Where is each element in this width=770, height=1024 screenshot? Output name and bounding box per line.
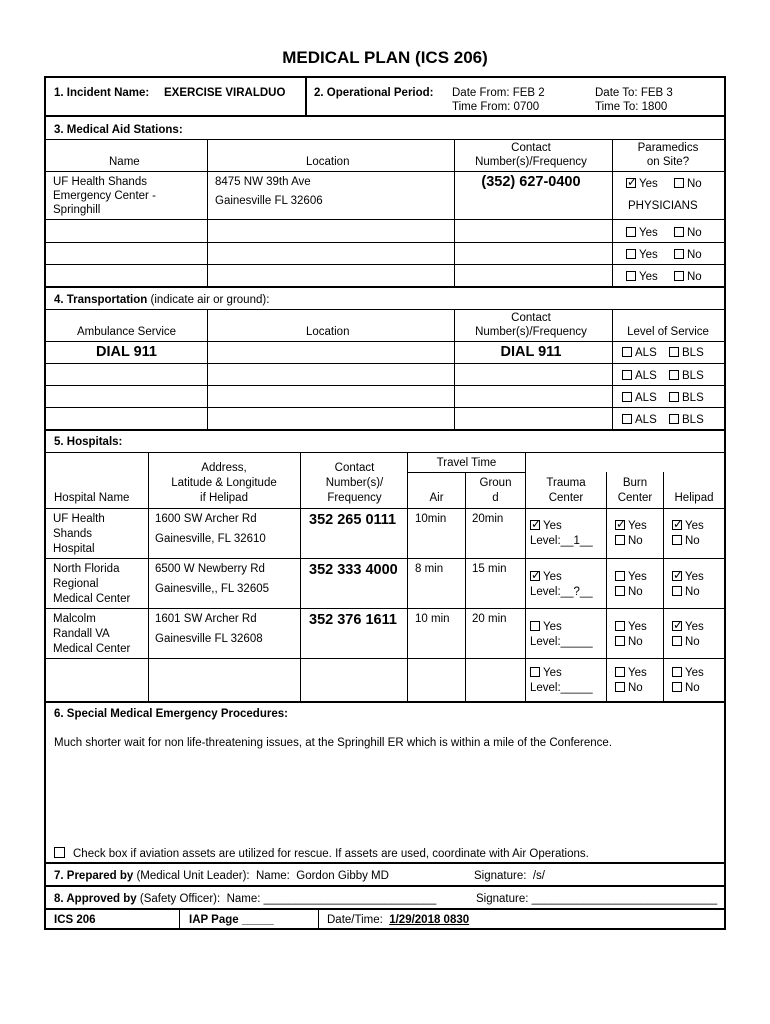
approved-signature[interactable]: Signature: _____________________________ bbox=[476, 893, 718, 905]
divider bbox=[46, 363, 724, 364]
hospital-air-time[interactable]: 10min bbox=[415, 513, 447, 525]
hosp-col-ground-2: d bbox=[492, 492, 499, 504]
form-title: MEDICAL PLAN (ICS 206) bbox=[282, 48, 488, 67]
checkbox-icon[interactable] bbox=[674, 249, 684, 259]
hospital-air-time[interactable]: 10 min bbox=[415, 613, 450, 625]
checkbox-icon[interactable] bbox=[622, 370, 632, 380]
divider bbox=[407, 452, 408, 701]
transport-label: 4. Transportation (indicate air or ground): bbox=[54, 294, 270, 306]
checkbox-icon[interactable] bbox=[54, 847, 65, 858]
bls-option[interactable]: BLS bbox=[669, 391, 704, 405]
form-number: ICS 206 bbox=[54, 914, 96, 926]
divider bbox=[46, 908, 724, 910]
divider bbox=[663, 472, 664, 701]
burn-yes[interactable]: ✓Yes bbox=[615, 519, 647, 533]
burn-yes[interactable]: Yes bbox=[615, 666, 647, 680]
hospital-name[interactable]: Hospital bbox=[53, 543, 95, 555]
hospitals-label: 5. Hospitals: bbox=[54, 436, 123, 448]
burn-no[interactable]: No bbox=[615, 635, 643, 649]
aid-paramedics-yes[interactable]: Yes bbox=[626, 226, 658, 240]
time-to[interactable]: Time To: 1800 bbox=[595, 101, 668, 113]
checkbox-icon[interactable] bbox=[530, 667, 540, 677]
divider bbox=[408, 472, 525, 473]
checkbox-checked-icon[interactable] bbox=[615, 520, 625, 530]
checkbox-icon[interactable] bbox=[615, 586, 625, 596]
date-from[interactable]: Date From: FEB 2 bbox=[452, 87, 545, 99]
form-frame bbox=[44, 76, 726, 930]
burn-no[interactable]: No bbox=[615, 585, 643, 599]
burn-yes[interactable]: Yes bbox=[615, 620, 647, 634]
aid-col-location: Location bbox=[306, 156, 350, 168]
time-from[interactable]: Time From: 0700 bbox=[452, 101, 540, 113]
trauma-level[interactable]: Level:__?__ bbox=[530, 586, 593, 598]
helipad-yes[interactable]: ✓Yes bbox=[672, 519, 704, 533]
helipad-no[interactable]: No bbox=[672, 635, 700, 649]
checkbox-icon[interactable] bbox=[626, 249, 636, 259]
hospital-ground-time[interactable]: 15 min bbox=[472, 563, 507, 575]
hosp-col-helipad: Helipad bbox=[674, 492, 714, 504]
checkbox-icon[interactable] bbox=[615, 621, 625, 631]
hosp-col-trauma: Trauma bbox=[546, 477, 586, 489]
checkbox-icon[interactable] bbox=[622, 392, 632, 402]
checkbox-icon[interactable] bbox=[669, 414, 679, 424]
checkbox-icon[interactable] bbox=[615, 667, 625, 677]
hospital-name[interactable]: Medical Center bbox=[53, 593, 131, 605]
approved-name[interactable]: Name: ___________________________ bbox=[226, 893, 437, 905]
hosp-col-travel: Travel Time bbox=[436, 457, 497, 469]
checkbox-icon[interactable] bbox=[615, 571, 625, 581]
checkbox-icon[interactable] bbox=[672, 586, 682, 596]
transport-col-location: Location bbox=[306, 326, 350, 338]
hosp-col-contact-2: Number(s)/ bbox=[325, 477, 384, 489]
helipad-no[interactable]: No bbox=[672, 534, 700, 548]
aid-paramedics-no[interactable] bbox=[674, 177, 702, 191]
burn-no[interactable]: No bbox=[615, 681, 643, 695]
hosp-col-address-3: if Helipad bbox=[200, 492, 248, 504]
checkbox-icon[interactable] bbox=[615, 636, 625, 646]
incident-name-label: 1. Incident Name: bbox=[54, 87, 150, 99]
hospital-name[interactable]: Randall VA bbox=[53, 628, 110, 640]
hospital-name[interactable]: North Florida bbox=[53, 563, 120, 575]
checkbox-icon[interactable] bbox=[530, 621, 540, 631]
divider bbox=[207, 309, 208, 429]
no-label: No bbox=[687, 178, 702, 190]
als-option[interactable]: ALS bbox=[622, 369, 657, 383]
hosp-col-air: Air bbox=[429, 492, 444, 504]
prepared-by-row: 7. Prepared by (Medical Unit Leader): Name: Gordon Gibby MD bbox=[54, 870, 389, 882]
checkbox-checked-icon[interactable] bbox=[530, 571, 540, 581]
aid-col-contact: Contact bbox=[511, 142, 551, 154]
ambulance-contact[interactable]: DIAL 911 bbox=[500, 344, 562, 360]
divider bbox=[46, 407, 724, 408]
date-to[interactable]: Date To: FEB 3 bbox=[595, 87, 673, 99]
aid-name[interactable]: UF Health Shands bbox=[53, 176, 147, 188]
procedures-label: 6. Special Medical Emergency Procedures: bbox=[54, 708, 288, 720]
hospital-air-time[interactable]: 8 min bbox=[415, 563, 444, 575]
divider bbox=[305, 78, 307, 116]
transport-col-contact-2: Number(s)/Frequency bbox=[475, 326, 587, 338]
trauma-yes[interactable]: ✓Yes bbox=[530, 570, 562, 584]
trauma-level[interactable]: Level:__1__ bbox=[530, 535, 593, 547]
divider bbox=[148, 452, 149, 701]
divider bbox=[612, 309, 613, 429]
bls-option[interactable]: BLS bbox=[669, 413, 704, 427]
hospital-address[interactable]: 1601 SW Archer Rd bbox=[155, 613, 257, 625]
hospital-name[interactable]: Malcolm bbox=[53, 613, 96, 625]
hosp-col-address: Address, bbox=[201, 462, 247, 474]
checkbox-icon[interactable] bbox=[626, 271, 636, 281]
checkbox-icon[interactable] bbox=[615, 535, 625, 545]
hospital-ground-time[interactable]: 20 min bbox=[472, 613, 507, 625]
hospital-address[interactable]: Gainesville, FL 32610 bbox=[155, 533, 266, 545]
checkbox-icon[interactable] bbox=[672, 682, 682, 692]
yes-label: Yes bbox=[639, 178, 658, 190]
checkbox-icon[interactable] bbox=[615, 682, 625, 692]
aid-col-name: Name bbox=[109, 156, 140, 168]
aid-col-paramedics-2: on Site? bbox=[646, 156, 690, 168]
helipad-yes[interactable]: ✓Yes bbox=[672, 620, 704, 634]
helipad-no[interactable]: No bbox=[672, 585, 700, 599]
aid-paramedics-no[interactable]: No bbox=[674, 248, 702, 262]
checkbox-checked-icon[interactable] bbox=[626, 178, 636, 188]
trauma-yes[interactable]: Yes bbox=[530, 666, 562, 680]
aid-name[interactable]: Emergency Center - bbox=[53, 190, 156, 202]
hospital-address[interactable]: 6500 W Newberry Rd bbox=[155, 563, 265, 575]
checkbox-icon[interactable] bbox=[672, 636, 682, 646]
bls-option[interactable]: BLS bbox=[669, 346, 704, 360]
hosp-col-address-2: Latitude & Longitude bbox=[171, 477, 277, 489]
aid-location[interactable]: 8475 NW 39th Ave bbox=[215, 176, 311, 188]
divider bbox=[46, 115, 724, 117]
aid-paramedics-yes[interactable]: Yes bbox=[626, 248, 658, 262]
trauma-yes[interactable]: ✓Yes bbox=[530, 519, 562, 533]
divider bbox=[46, 701, 724, 703]
als-option[interactable]: ALS bbox=[622, 413, 657, 427]
hospital-phone[interactable]: 352 376 1611 bbox=[309, 612, 397, 628]
checkbox-checked-icon[interactable] bbox=[672, 520, 682, 530]
checkbox-icon[interactable] bbox=[674, 271, 684, 281]
hosp-col-contact: Contact bbox=[334, 462, 375, 474]
hosp-col-contact-3: Frequency bbox=[327, 492, 382, 504]
divider bbox=[46, 264, 724, 265]
divider bbox=[46, 242, 724, 243]
transport-col-service: Ambulance Service bbox=[76, 326, 177, 338]
divider bbox=[46, 219, 724, 220]
divider bbox=[46, 139, 724, 140]
divider bbox=[46, 862, 724, 864]
divider bbox=[46, 171, 724, 172]
aid-name[interactable]: Springhill bbox=[53, 204, 101, 216]
hosp-col-name: Hospital Name bbox=[54, 492, 130, 504]
aid-paramedics-yes[interactable]: Yes bbox=[626, 270, 658, 284]
aid-stations-label: 3. Medical Aid Stations: bbox=[54, 124, 183, 136]
checkbox-icon[interactable] bbox=[626, 227, 636, 237]
checkbox-icon[interactable] bbox=[669, 347, 679, 357]
hospital-name[interactable]: UF Health bbox=[53, 513, 105, 525]
divider bbox=[179, 908, 180, 928]
divider bbox=[300, 452, 301, 701]
checkbox-icon[interactable] bbox=[669, 370, 679, 380]
burn-yes[interactable]: Yes bbox=[615, 570, 647, 584]
checkbox-checked-icon[interactable] bbox=[672, 621, 682, 631]
aid-paramedics-no[interactable]: No bbox=[674, 270, 702, 284]
aviation-text: Check box if aviation assets are utilized for rescue. If assets are used, coordinate with Air Operations. bbox=[73, 848, 589, 860]
operational-period-label: 2. Operational Period: bbox=[314, 87, 434, 99]
divider bbox=[46, 309, 724, 310]
bls-option[interactable]: BLS bbox=[669, 369, 704, 383]
hospital-ground-time[interactable]: 20min bbox=[472, 513, 504, 525]
checkbox-icon[interactable] bbox=[672, 667, 682, 677]
hospital-phone[interactable]: 352 265 0111 bbox=[309, 512, 397, 528]
hospital-address[interactable]: Gainesville FL 32608 bbox=[155, 633, 263, 645]
divider bbox=[454, 139, 455, 286]
hosp-col-burn-2: Center bbox=[617, 492, 653, 504]
hospital-name[interactable]: Regional bbox=[53, 578, 99, 590]
aid-paramedics-no[interactable]: No bbox=[674, 226, 702, 240]
helipad-yes[interactable]: Yes bbox=[672, 666, 704, 680]
transport-col-contact: Contact bbox=[511, 312, 551, 324]
hosp-col-ground: Groun bbox=[479, 477, 512, 489]
trauma-yes[interactable]: Yes bbox=[530, 620, 562, 634]
incident-name-value[interactable]: EXERCISE VIRALDUO bbox=[164, 87, 286, 99]
approved-by-row: 8. Approved by (Safety Officer): Name: ___________________________ bbox=[54, 893, 437, 905]
checkbox-icon[interactable] bbox=[622, 414, 632, 424]
transport-col-level: Level of Service bbox=[627, 326, 709, 338]
divider bbox=[46, 429, 724, 431]
checkbox-icon[interactable] bbox=[674, 178, 684, 188]
hospital-name[interactable]: Medical Center bbox=[53, 643, 131, 655]
divider bbox=[46, 885, 724, 887]
trauma-level[interactable]: Level:_____ bbox=[530, 636, 593, 648]
prepared-signature[interactable]: Signature: /s/ bbox=[474, 870, 545, 882]
aid-contact[interactable]: (352) 627-0400 bbox=[481, 174, 581, 190]
checkbox-icon[interactable] bbox=[669, 392, 679, 402]
hosp-col-burn: Burn bbox=[622, 477, 648, 489]
divider bbox=[207, 139, 208, 286]
divider bbox=[46, 286, 724, 288]
als-option[interactable]: ALS bbox=[622, 391, 657, 405]
checkbox-checked-icon[interactable] bbox=[530, 520, 540, 530]
trauma-level[interactable]: Level:_____ bbox=[530, 682, 593, 694]
aid-paramedics-yes[interactable] bbox=[626, 177, 658, 191]
hospital-address[interactable]: Gainesville,, FL 32605 bbox=[155, 583, 270, 595]
als-option[interactable]: ALS bbox=[622, 346, 657, 360]
checkbox-icon[interactable] bbox=[622, 347, 632, 357]
divider bbox=[318, 908, 319, 928]
prepared-name[interactable]: Gordon Gibby MD bbox=[296, 870, 389, 882]
checkbox-icon[interactable] bbox=[672, 535, 682, 545]
hosp-col-trauma-2: Center bbox=[548, 492, 584, 504]
helipad-no[interactable]: No bbox=[672, 681, 700, 695]
hospital-name[interactable]: Shands bbox=[53, 528, 93, 540]
aid-col-contact-2: Number(s)/Frequency bbox=[475, 156, 587, 168]
datetime-row: Date/Time: 1/29/2018 0830 bbox=[327, 914, 470, 926]
helipad-yes[interactable]: ✓Yes bbox=[672, 570, 704, 584]
aviation-checkbox-row[interactable] bbox=[54, 847, 589, 861]
aid-paramedics-note[interactable]: PHYSICIANS bbox=[628, 200, 698, 212]
iap-page[interactable]: IAP Page _____ bbox=[189, 914, 274, 926]
divider bbox=[525, 452, 526, 701]
divider bbox=[454, 309, 455, 429]
aid-col-paramedics: Paramedics bbox=[637, 142, 699, 154]
datetime-value[interactable]: 1/29/2018 0830 bbox=[389, 914, 470, 926]
ambulance-service[interactable]: DIAL 911 bbox=[96, 344, 157, 360]
procedures-text[interactable]: Much shorter wait for non life-threatening issues, at the Springhill ER which is within a mile of the Conference. bbox=[54, 737, 613, 749]
hospital-address[interactable]: 1600 SW Archer Rd bbox=[155, 513, 257, 525]
divider bbox=[465, 472, 466, 701]
aid-location[interactable]: Gainesville FL 32606 bbox=[215, 195, 323, 207]
hospital-phone[interactable]: 352 333 4000 bbox=[309, 562, 398, 578]
divider bbox=[612, 139, 613, 286]
divider bbox=[46, 385, 724, 386]
burn-no[interactable]: No bbox=[615, 534, 643, 548]
divider bbox=[46, 341, 724, 342]
checkbox-icon[interactable] bbox=[674, 227, 684, 237]
checkbox-checked-icon[interactable] bbox=[672, 571, 682, 581]
divider bbox=[606, 472, 607, 701]
